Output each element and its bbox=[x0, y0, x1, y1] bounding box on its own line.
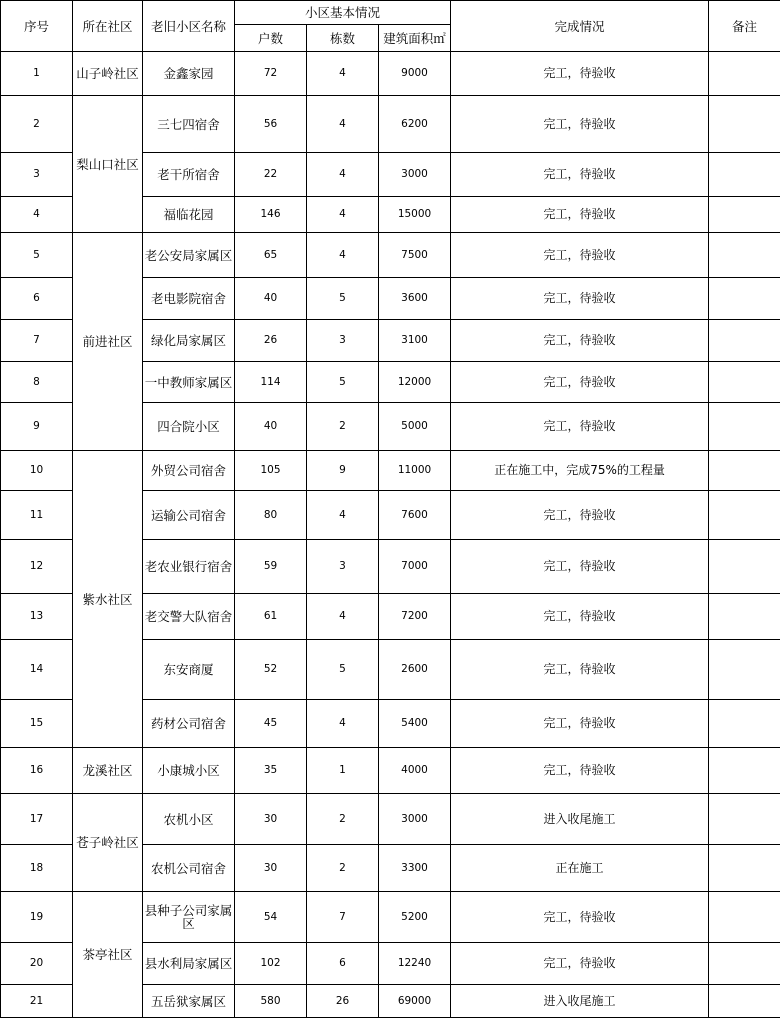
status-cell: 正在施工中，完成75%的工程量 bbox=[451, 451, 709, 491]
status-cell: 完工，待验收 bbox=[451, 540, 709, 594]
estate-name-cell: 东安商厦 bbox=[143, 640, 235, 700]
buildings-cell: 4 bbox=[307, 153, 379, 197]
status-cell: 完工，待验收 bbox=[451, 491, 709, 540]
table-row bbox=[1, 96, 780, 153]
header-area: 建筑面积㎡ bbox=[379, 25, 451, 52]
seq-cell: 5 bbox=[1, 233, 73, 278]
area-cell: 5400 bbox=[379, 700, 451, 748]
area-cell: 3000 bbox=[379, 153, 451, 197]
seq-cell: 13 bbox=[1, 594, 73, 640]
households-cell: 30 bbox=[235, 794, 307, 845]
community-cell: 前进社区 bbox=[73, 233, 143, 451]
households-cell: 102 bbox=[235, 943, 307, 985]
buildings-cell: 4 bbox=[307, 700, 379, 748]
estate-name-cell: 药材公司宿舍 bbox=[143, 700, 235, 748]
status-cell: 完工，待验收 bbox=[451, 278, 709, 320]
community-cell: 梨山口社区 bbox=[73, 96, 143, 233]
community-cell: 茶亭社区 bbox=[73, 892, 143, 1018]
status-cell: 完工，待验收 bbox=[451, 197, 709, 233]
area-cell: 7000 bbox=[379, 540, 451, 594]
remark-cell bbox=[709, 700, 780, 748]
area-cell: 5000 bbox=[379, 403, 451, 451]
seq-cell: 21 bbox=[1, 985, 73, 1018]
remark-cell bbox=[709, 640, 780, 700]
seq-cell: 10 bbox=[1, 451, 73, 491]
estate-name-cell: 金鑫家园 bbox=[143, 52, 235, 96]
status-cell: 完工，待验收 bbox=[451, 748, 709, 794]
status-cell: 完工，待验收 bbox=[451, 153, 709, 197]
status-cell: 完工，待验收 bbox=[451, 320, 709, 362]
area-cell: 11000 bbox=[379, 451, 451, 491]
area-cell: 12000 bbox=[379, 362, 451, 403]
estate-name-cell: 老电影院宿舍 bbox=[143, 278, 235, 320]
header-seq: 序号 bbox=[1, 1, 73, 52]
households-cell: 80 bbox=[235, 491, 307, 540]
households-cell: 30 bbox=[235, 845, 307, 892]
households-cell: 105 bbox=[235, 451, 307, 491]
estate-name-cell: 老农业银行宿舍 bbox=[143, 540, 235, 594]
estate-name-cell: 绿化局家属区 bbox=[143, 320, 235, 362]
households-cell: 146 bbox=[235, 197, 307, 233]
estate-name-cell: 县种子公司家属区 bbox=[143, 892, 235, 943]
status-cell: 进入收尾施工 bbox=[451, 985, 709, 1018]
remark-cell bbox=[709, 362, 780, 403]
estate-name-cell: 四合院小区 bbox=[143, 403, 235, 451]
seq-cell: 16 bbox=[1, 748, 73, 794]
seq-cell: 2 bbox=[1, 96, 73, 153]
table-row bbox=[1, 748, 780, 794]
buildings-cell: 4 bbox=[307, 233, 379, 278]
estate-name-cell: 五岳狱家属区 bbox=[143, 985, 235, 1018]
estate-name-cell: 老公安局家属区 bbox=[143, 233, 235, 278]
estate-name-cell: 老交警大队宿舍 bbox=[143, 594, 235, 640]
remark-cell bbox=[709, 748, 780, 794]
households-cell: 45 bbox=[235, 700, 307, 748]
area-cell: 9000 bbox=[379, 52, 451, 96]
remark-cell bbox=[709, 594, 780, 640]
community-cell: 山子岭社区 bbox=[73, 52, 143, 96]
area-cell: 5200 bbox=[379, 892, 451, 943]
buildings-cell: 1 bbox=[307, 748, 379, 794]
estate-name-cell: 农机公司宿舍 bbox=[143, 845, 235, 892]
estate-name-cell: 外贸公司宿舍 bbox=[143, 451, 235, 491]
buildings-cell: 4 bbox=[307, 491, 379, 540]
households-cell: 26 bbox=[235, 320, 307, 362]
seq-cell: 9 bbox=[1, 403, 73, 451]
buildings-cell: 5 bbox=[307, 278, 379, 320]
estate-name-cell: 运输公司宿舍 bbox=[143, 491, 235, 540]
community-cell: 紫水社区 bbox=[73, 451, 143, 748]
header-buildings: 栋数 bbox=[307, 25, 379, 52]
status-cell: 完工，待验收 bbox=[451, 594, 709, 640]
area-cell: 12240 bbox=[379, 943, 451, 985]
households-cell: 54 bbox=[235, 892, 307, 943]
table-row bbox=[1, 794, 780, 845]
seq-cell: 7 bbox=[1, 320, 73, 362]
households-cell: 40 bbox=[235, 278, 307, 320]
households-cell: 56 bbox=[235, 96, 307, 153]
table-row bbox=[1, 892, 780, 943]
header-basic-info: 小区基本情况 bbox=[235, 1, 451, 25]
status-cell: 完工，待验收 bbox=[451, 640, 709, 700]
buildings-cell: 4 bbox=[307, 96, 379, 153]
status-cell: 完工，待验收 bbox=[451, 403, 709, 451]
status-cell: 进入收尾施工 bbox=[451, 794, 709, 845]
seq-cell: 6 bbox=[1, 278, 73, 320]
seq-cell: 15 bbox=[1, 700, 73, 748]
area-cell: 4000 bbox=[379, 748, 451, 794]
households-cell: 52 bbox=[235, 640, 307, 700]
seq-cell: 14 bbox=[1, 640, 73, 700]
buildings-cell: 7 bbox=[307, 892, 379, 943]
header-estate-name: 老旧小区名称 bbox=[143, 1, 235, 52]
table-row bbox=[1, 233, 780, 278]
seq-cell: 17 bbox=[1, 794, 73, 845]
households-cell: 40 bbox=[235, 403, 307, 451]
remark-cell bbox=[709, 985, 780, 1018]
area-cell: 69000 bbox=[379, 985, 451, 1018]
remark-cell bbox=[709, 943, 780, 985]
estate-name-cell: 三七四宿舍 bbox=[143, 96, 235, 153]
estate-name-cell: 小康城小区 bbox=[143, 748, 235, 794]
remark-cell bbox=[709, 540, 780, 594]
households-cell: 35 bbox=[235, 748, 307, 794]
buildings-cell: 4 bbox=[307, 197, 379, 233]
area-cell: 3600 bbox=[379, 278, 451, 320]
seq-cell: 4 bbox=[1, 197, 73, 233]
seq-cell: 12 bbox=[1, 540, 73, 594]
remark-cell bbox=[709, 52, 780, 96]
buildings-cell: 5 bbox=[307, 640, 379, 700]
buildings-cell: 5 bbox=[307, 362, 379, 403]
buildings-cell: 4 bbox=[307, 594, 379, 640]
seq-cell: 1 bbox=[1, 52, 73, 96]
header-row-top bbox=[1, 1, 780, 25]
buildings-cell: 3 bbox=[307, 540, 379, 594]
remark-cell bbox=[709, 278, 780, 320]
remark-cell bbox=[709, 845, 780, 892]
community-cell: 龙溪社区 bbox=[73, 748, 143, 794]
buildings-cell: 3 bbox=[307, 320, 379, 362]
header-status: 完成情况 bbox=[451, 1, 709, 52]
seq-cell: 19 bbox=[1, 892, 73, 943]
estate-name-cell: 老干所宿舍 bbox=[143, 153, 235, 197]
remark-cell bbox=[709, 320, 780, 362]
status-cell: 完工，待验收 bbox=[451, 96, 709, 153]
buildings-cell: 26 bbox=[307, 985, 379, 1018]
households-cell: 580 bbox=[235, 985, 307, 1018]
area-cell: 6200 bbox=[379, 96, 451, 153]
buildings-cell: 2 bbox=[307, 403, 379, 451]
area-cell: 15000 bbox=[379, 197, 451, 233]
remark-cell bbox=[709, 892, 780, 943]
area-cell: 7600 bbox=[379, 491, 451, 540]
status-cell: 完工，待验收 bbox=[451, 362, 709, 403]
remark-cell bbox=[709, 153, 780, 197]
estate-name-cell: 一中教师家属区 bbox=[143, 362, 235, 403]
area-cell: 3000 bbox=[379, 794, 451, 845]
status-cell: 完工，待验收 bbox=[451, 892, 709, 943]
status-cell: 完工，待验收 bbox=[451, 233, 709, 278]
estate-name-cell: 县水利局家属区 bbox=[143, 943, 235, 985]
header-remark: 备注 bbox=[709, 1, 780, 52]
remark-cell bbox=[709, 451, 780, 491]
header-households: 户数 bbox=[235, 25, 307, 52]
area-cell: 2600 bbox=[379, 640, 451, 700]
households-cell: 114 bbox=[235, 362, 307, 403]
remark-cell bbox=[709, 197, 780, 233]
status-cell: 完工，待验收 bbox=[451, 52, 709, 96]
status-cell: 正在施工 bbox=[451, 845, 709, 892]
buildings-cell: 6 bbox=[307, 943, 379, 985]
seq-cell: 20 bbox=[1, 943, 73, 985]
buildings-cell: 4 bbox=[307, 52, 379, 96]
households-cell: 59 bbox=[235, 540, 307, 594]
status-cell: 完工，待验收 bbox=[451, 700, 709, 748]
households-cell: 72 bbox=[235, 52, 307, 96]
estate-name-cell: 农机小区 bbox=[143, 794, 235, 845]
remark-cell bbox=[709, 491, 780, 540]
seq-cell: 18 bbox=[1, 845, 73, 892]
households-cell: 65 bbox=[235, 233, 307, 278]
area-cell: 7200 bbox=[379, 594, 451, 640]
households-cell: 22 bbox=[235, 153, 307, 197]
buildings-cell: 9 bbox=[307, 451, 379, 491]
households-cell: 61 bbox=[235, 594, 307, 640]
area-cell: 7500 bbox=[379, 233, 451, 278]
table-row bbox=[1, 52, 780, 96]
buildings-cell: 2 bbox=[307, 845, 379, 892]
remark-cell bbox=[709, 403, 780, 451]
seq-cell: 11 bbox=[1, 491, 73, 540]
table-row bbox=[1, 451, 780, 491]
status-cell: 完工，待验收 bbox=[451, 943, 709, 985]
remark-cell bbox=[709, 794, 780, 845]
header-community: 所在社区 bbox=[73, 1, 143, 52]
remark-cell bbox=[709, 96, 780, 153]
buildings-cell: 2 bbox=[307, 794, 379, 845]
seq-cell: 8 bbox=[1, 362, 73, 403]
seq-cell: 3 bbox=[1, 153, 73, 197]
community-cell: 苍子岭社区 bbox=[73, 794, 143, 892]
area-cell: 3300 bbox=[379, 845, 451, 892]
area-cell: 3100 bbox=[379, 320, 451, 362]
remark-cell bbox=[709, 233, 780, 278]
estate-name-cell: 福临花园 bbox=[143, 197, 235, 233]
